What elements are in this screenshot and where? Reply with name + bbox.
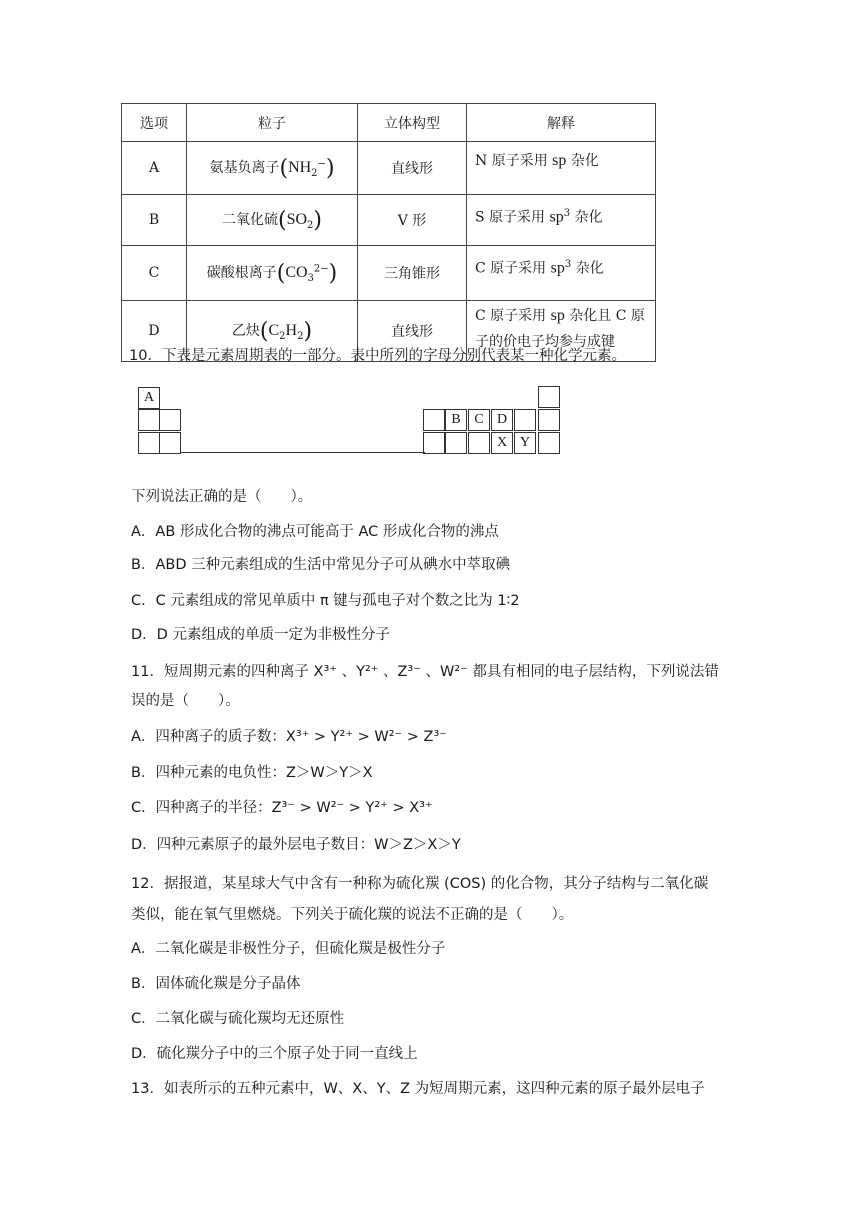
particle-cell: 乙炔$(C_2H_2)$ (187, 301, 358, 362)
header-particle: 粒子 (187, 104, 358, 142)
table-row (122, 195, 656, 246)
q12-stem-line2: 类似，能在氧气里燃烧。下列关于硫化羰的说法不正确的是（ ）。 (131, 907, 574, 923)
explanation-cell: N 原子采用 sp 杂化 (467, 142, 656, 195)
explanation-cell: C 原子采用 sp 杂化且 C 原 子的价电子均参与成键 (467, 301, 656, 362)
grid-cell (138, 432, 160, 454)
grid-baseline (180, 452, 425, 453)
q10-option-a: A．AB 形成化合物的沸点可能高于 AC 形成化合物的沸点 (131, 524, 499, 540)
particle-cell: 二氧化硫$(SO_2)$ (187, 195, 358, 246)
cell-D: D (491, 409, 513, 431)
q11-option-b: B．四种元素的电负性：Z＞W＞Y＞X (131, 765, 373, 781)
cell-Y: Y (514, 432, 536, 454)
q10-option-c: C．C 元素组成的常见单质中 π 键与孤电子对个数之比为 1∶2 (131, 593, 520, 609)
grid-cell (423, 432, 445, 454)
cell-B: B (445, 409, 467, 431)
grid-cell (159, 432, 181, 454)
shape-cell: 直线形 (358, 142, 467, 195)
q11-option-c: C．四种离子的半径：Z³⁻ > W²⁻ > Y²⁺ > X³⁺ (131, 800, 433, 816)
q11-stem-line2: 误的是（ ）。 (131, 693, 240, 709)
explanation-cell: C 原子采用 $sp^3$ 杂化 (467, 246, 656, 301)
q12-option-d: D．硫化羰分子中的三个原子处于同一直线上 (131, 1046, 418, 1062)
grid-cell (538, 432, 560, 454)
cell-C: C (468, 409, 490, 431)
header-shape: 立体构型 (358, 104, 467, 142)
q13-stem-line1: 13．如表所示的五种元素中，W、X、Y、Z 为短周期元素，这四种元素的原子最外层电子 (131, 1081, 705, 1097)
q12-stem-line1: 12．据报道，某星球大气中含有一种称为硫化羰 (COS) 的化合物，其分子结构与二氧化碳 (131, 876, 709, 892)
q10-stem: 10．下表是元素周期表的一部分。表中所列的字母分别代表某一种化学元素。 (129, 348, 626, 364)
grid-cell (538, 409, 560, 431)
q11-stem-line1: 11．短周期元素的四种离子 X³⁺ 、Y²⁺ 、Z³⁻ 、W²⁻ 都具有相同的电子层结构，下列说法错 (131, 664, 719, 680)
grid-cell (159, 409, 181, 431)
particle-cell: 氨基负离子$(NH_2^-)$ (187, 142, 358, 195)
q10-prompt: 下列说法正确的是（ ）。 (131, 489, 313, 505)
q11-option-d: D．四种元素原子的最外层电子数目：W＞Z＞X＞Y (131, 837, 461, 853)
q12-option-c: C．二氧化碳与硫化羰均无还原性 (131, 1011, 345, 1027)
grid-cell (138, 409, 160, 431)
q10-option-b: B．ABD 三种元素组成的生活中常见分子可从碘水中萃取碘 (131, 557, 511, 573)
explanation-cell: S 原子采用 $sp^3$ 杂化 (467, 195, 656, 246)
cell-A: A (138, 387, 160, 409)
grid-cell (538, 386, 560, 408)
grid-cell (468, 432, 490, 454)
q12-option-a: A．二氧化碳是非极性分子，但硫化羰是极性分子 (131, 941, 446, 957)
option-cell: A (122, 142, 187, 195)
grid-cell (423, 409, 445, 431)
shape-cell: V 形 (358, 195, 467, 246)
particle-cell: 碳酸根离子$(CO_3^{2-})$ (187, 246, 358, 301)
q10-option-d: D．D 元素组成的单质一定为非极性分子 (131, 627, 390, 643)
option-cell: B (122, 195, 187, 246)
cell-X: X (491, 432, 513, 454)
table-row (122, 142, 656, 195)
header-option: 选项 (122, 104, 187, 142)
table-row (122, 246, 656, 301)
q11-option-a: A．四种离子的质子数：X³⁺ > Y²⁺ > W²⁻ > Z³⁻ (131, 729, 447, 745)
q12-option-b: B．固体硫化羰是分子晶体 (131, 976, 301, 992)
header-explanation: 解释 (467, 104, 656, 142)
grid-cell (445, 432, 467, 454)
shape-cell: 直线形 (358, 301, 467, 362)
table-header-row (122, 104, 656, 142)
shape-cell: 三角锥形 (358, 246, 467, 301)
options-table (121, 103, 656, 362)
grid-cell (514, 409, 536, 431)
option-cell: C (122, 246, 187, 301)
option-cell: D (122, 301, 187, 362)
